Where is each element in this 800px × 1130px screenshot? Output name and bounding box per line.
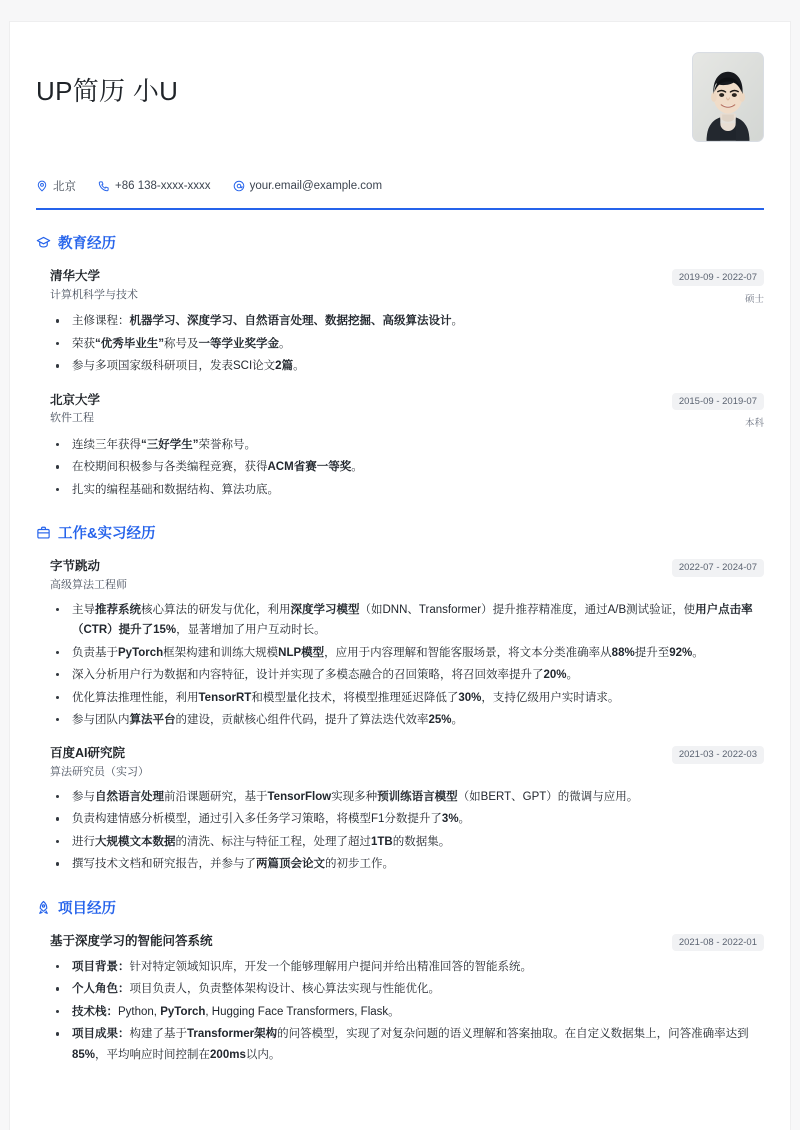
bullet-item: 优化算法推理性能，利用TensorRT和模型量化技术，将模型推理延迟降低了30%，支持亿级用户实时请求。	[50, 688, 764, 708]
bullet-item: 荣获“优秀毕业生”称号及一等学业奖学金。	[50, 334, 764, 354]
date-badge: 2015-09 - 2019-07	[672, 393, 764, 410]
bullet-item: 连续三年获得“三好学生”荣誉称号。	[50, 435, 764, 455]
briefcase-icon	[36, 525, 51, 540]
avatar	[692, 52, 764, 142]
bullet-item: 项目背景：针对特定领域知识库，开发一个能够理解用户提问并给出精准回答的智能系统。	[50, 957, 764, 977]
degree-label: 硕士	[744, 294, 764, 306]
resume-page	[10, 22, 790, 1130]
section-header-work	[36, 522, 764, 543]
entry-organization: 字节跳动	[50, 559, 101, 574]
entry	[36, 391, 764, 501]
resume-header	[36, 52, 764, 142]
bullet-item: 负责构建情感分析模型，通过引入多任务学习策略，将模型F1分数提升了3%。	[50, 809, 764, 829]
bullet-item: 个人角色：项目负责人，负责整体架构设计、核心算法实现与性能优化。	[50, 979, 764, 999]
entry-organization: 北京大学	[50, 392, 101, 407]
entry-organization: 基于深度学习的智能问答系统	[50, 933, 213, 948]
section-title: 项目经历	[58, 900, 116, 917]
resume-sections	[36, 232, 764, 1065]
entry	[36, 557, 764, 730]
bullet-item: 在校期间积极参与各类编程竞赛，获得ACM省赛一等奖。	[50, 457, 764, 477]
contact-bar	[36, 178, 764, 194]
entry	[36, 932, 764, 1066]
entry-identity	[50, 267, 138, 303]
entry-header	[50, 932, 764, 951]
bullet-item: 技术栈：Python, PyTorch, Hugging Face Transformers, Flask。	[50, 1002, 764, 1022]
bullet-list	[50, 787, 764, 875]
contact-phone	[98, 180, 211, 192]
entry-identity	[50, 557, 127, 593]
contact-email-text: your.email@example.com	[249, 180, 383, 192]
section-work	[36, 522, 764, 874]
header-divider	[36, 208, 764, 210]
degree-label: 本科	[744, 418, 764, 429]
header-left	[36, 52, 178, 107]
bullet-item: 深入分析用户行为数据和内容特征，设计并实现了多模态融合的召回策略，将召回效率提升了20%。	[50, 665, 764, 685]
contact-phone-text: +86 138-xxxx-xxxx	[115, 180, 211, 192]
rocket-icon	[36, 900, 51, 915]
entry-identity	[50, 391, 100, 427]
phone-icon	[98, 180, 110, 192]
entry-role: 软件工程	[50, 412, 94, 425]
date-badge: 2021-08 - 2022-01	[672, 934, 764, 951]
entry-header	[50, 744, 764, 780]
section-title: 工作&实习经历	[58, 526, 156, 543]
bullet-item: 项目成果：构建了基于Transformer架构的问答模型，实现了对复杂问题的语义理解和答案抽取。在自定义数据集上，问答准确率达到85%，平均响应时间控制在200ms以内。	[50, 1024, 764, 1065]
bullet-item: 参与自然语言处理前沿课题研究，基于TensorFlow实现多种预训练语言模型（如BERT、GPT）的微调与应用。	[50, 787, 764, 807]
page-title: UP简历 小U	[36, 76, 179, 106]
bullet-item: 负责基于PyTorch框架构建和训练大规模NLP模型，应用于内容理解和智能客服场景，将文本分类准确率从88%提升至92%。	[50, 643, 764, 663]
entry-meta	[658, 744, 764, 763]
entry-identity	[50, 932, 213, 951]
location-pin-icon	[36, 180, 48, 192]
entry-meta	[658, 267, 764, 305]
entry	[36, 744, 764, 874]
section-header-projects	[36, 897, 764, 918]
bullet-item: 撰写技术文档和研究报告，并参与了两篇顶会论文的初步工作。	[50, 854, 764, 874]
bullet-list	[50, 957, 764, 1065]
entry-header	[50, 557, 764, 593]
entry-meta	[658, 932, 764, 951]
entry-meta	[658, 557, 764, 576]
email-at-icon	[233, 180, 245, 192]
bullet-list	[50, 435, 764, 500]
section-projects	[36, 897, 764, 1066]
graduation-cap-icon	[36, 235, 51, 250]
entry-organization: 清华大学	[50, 269, 101, 283]
bullet-item: 参与多项国家级科研项目，发表SCI论文2篇。	[50, 356, 764, 376]
section-education	[36, 232, 764, 500]
section-title: 教育经历	[58, 236, 116, 252]
bullet-item: 参与团队内算法平台的建设，贡献核心组件代码，提升了算法迭代效率25%。	[50, 710, 764, 730]
entry-meta	[658, 391, 764, 429]
contact-location-text: 北京	[53, 181, 76, 193]
date-badge: 2022-07 - 2024-07	[672, 559, 764, 576]
entry-role: 高级算法工程师	[50, 579, 127, 592]
bullet-item: 进行大规模文本数据的清洗、标注与特征工程，处理了超过1TB的数据集。	[50, 832, 764, 852]
contact-location	[36, 178, 76, 194]
entry-role: 算法研究员（实习）	[50, 766, 149, 779]
bullet-item: 扎实的编程基础和数据结构、算法功底。	[50, 480, 764, 500]
entry	[36, 267, 764, 377]
entry-header	[50, 391, 764, 429]
bullet-list	[50, 311, 764, 376]
entry-role: 计算机科学与技术	[50, 288, 138, 301]
entry-identity	[50, 744, 149, 780]
bullet-list	[50, 600, 764, 731]
contact-email	[233, 180, 382, 192]
portrait-photo-icon	[693, 53, 763, 141]
bullet-item: 主修课程：机器学习、深度学习、自然语言处理、数据挖掘、高级算法设计。	[50, 311, 764, 331]
section-header-education	[36, 232, 764, 253]
date-badge: 2019-09 - 2022-07	[672, 269, 764, 286]
entry-header	[50, 267, 764, 305]
date-badge: 2021-03 - 2022-03	[672, 746, 764, 763]
entry-organization: 百度AI研究院	[50, 746, 126, 761]
bullet-item: 主导推荐系统核心算法的研发与优化，利用深度学习模型（如DNN、Transformer）提升推荐精准度，通过A/B测试验证，使用户点击率（CTR）提升了15%，显著增加了用户互动时长。	[50, 600, 764, 641]
